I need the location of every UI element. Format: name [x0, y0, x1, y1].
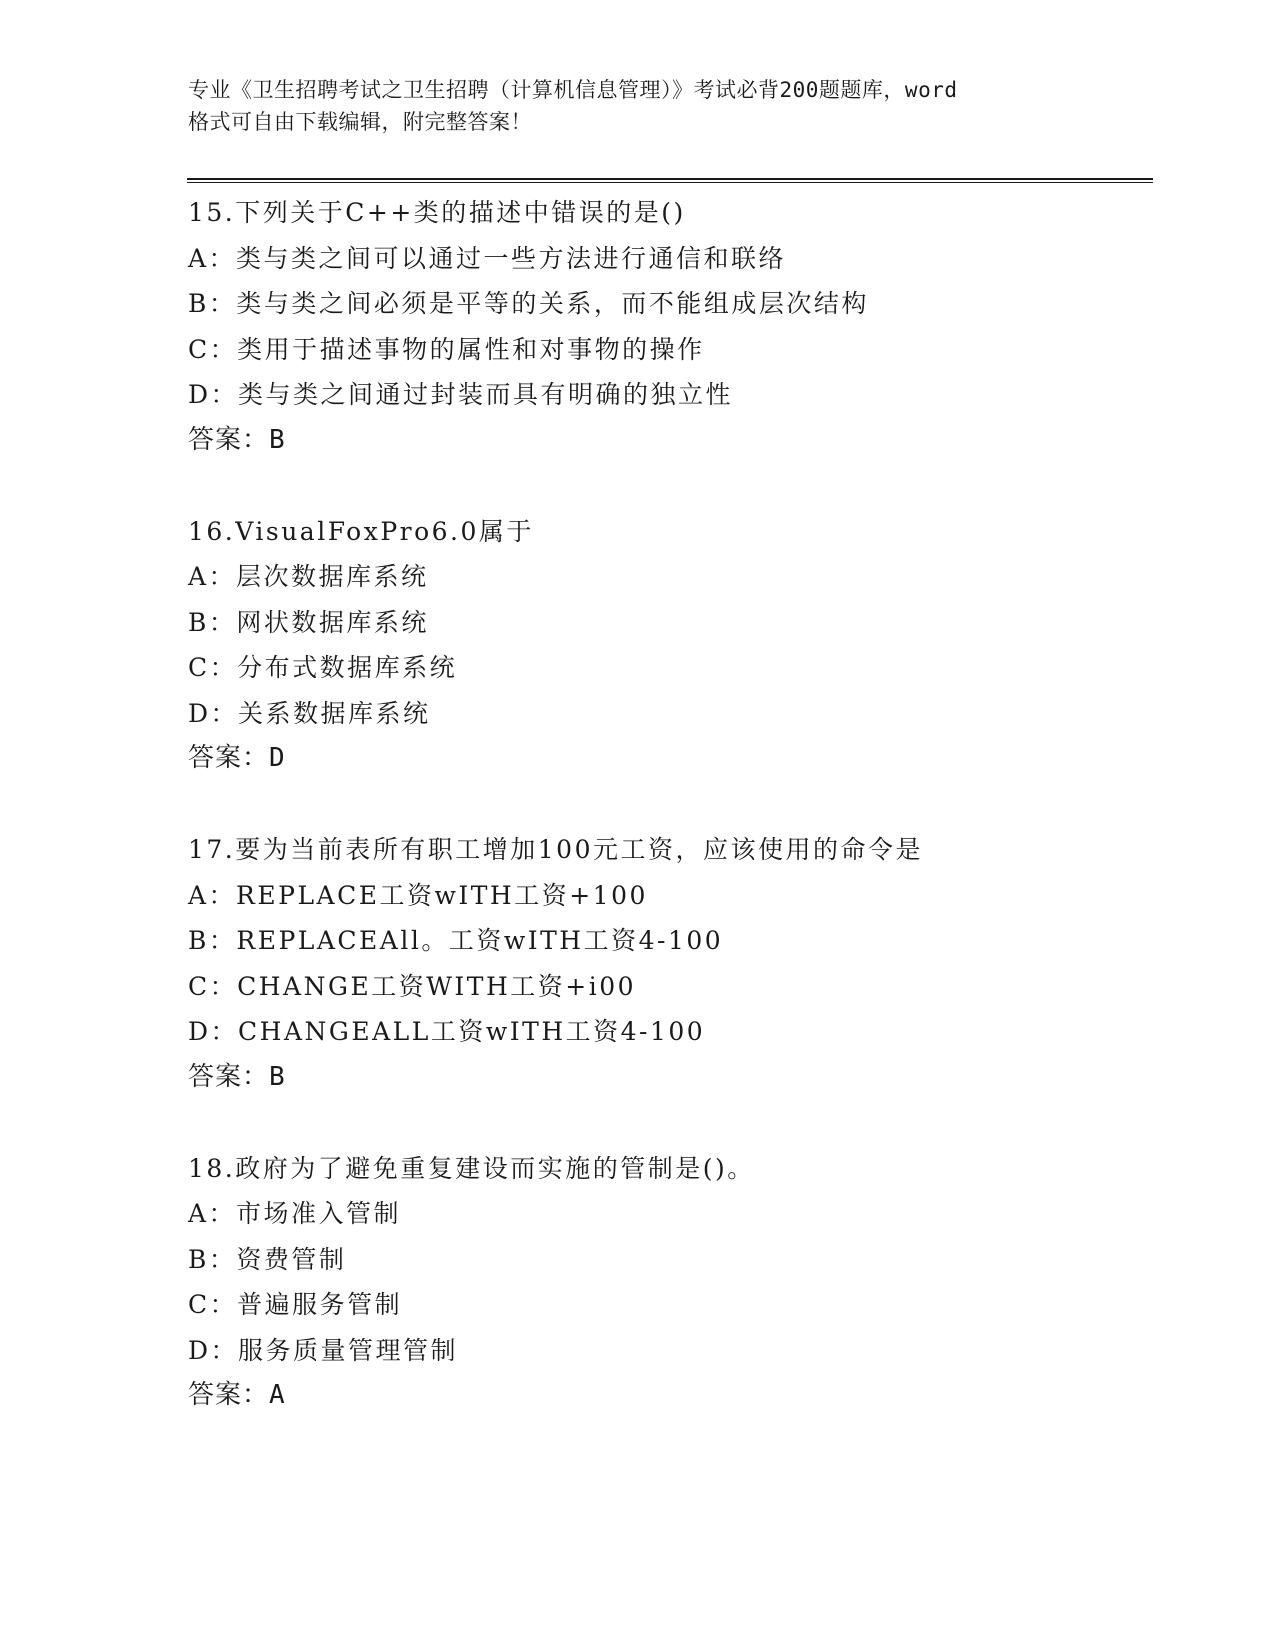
- option-a: A：类与类之间可以通过一些方法进行通信和联络: [188, 243, 787, 273]
- answer-line: [188, 1055, 1148, 1101]
- question-18: [188, 1146, 1148, 1419]
- option-a: A：REPLACE工资wITH工资+100: [188, 880, 648, 910]
- answer-label: 答案：: [188, 743, 270, 773]
- option-d: D：类与类之间通过封装而具有明确的独立性: [188, 380, 734, 409]
- question-stem: 16.VisualFoxPro6.0属于: [188, 516, 534, 546]
- question-17: [188, 827, 1148, 1146]
- option-c: C：CHANGE工资WITH工资+i00: [188, 971, 637, 1001]
- option-b: B：资费管制: [188, 1244, 347, 1274]
- question-15: [188, 190, 1148, 509]
- answer-label: 答案：: [188, 424, 270, 455]
- option-d: D：服务质量管理管制: [188, 1335, 459, 1365]
- option-c: C：类用于描述事物的属性和对事物的操作: [188, 334, 705, 364]
- option-d: D：CHANGEALL工资wITH工资4-100: [188, 1017, 706, 1046]
- document-header: [188, 74, 1088, 138]
- question-stem: 18.政府为了避免重复建设而实施的管制是()。: [188, 1153, 755, 1183]
- answer-line: [188, 418, 1148, 464]
- option-b: B：网状数据库系统: [188, 607, 429, 637]
- answer-value: B: [269, 424, 286, 455]
- question-list: [188, 190, 1148, 1419]
- question-stem: 15.下列关于C++类的描述中错误的是(): [188, 198, 686, 227]
- header-line-2: 格式可自由下载编辑，附完整答案！: [188, 110, 532, 134]
- answer-label: 答案：: [188, 1380, 270, 1410]
- answer-value: D: [269, 743, 286, 773]
- question-16: [188, 509, 1148, 828]
- option-c: C：分布式数据库系统: [188, 653, 458, 682]
- option-d: D：关系数据库系统: [188, 698, 431, 728]
- answer-line: [188, 736, 1148, 782]
- option-b: B：REPLACEAll。工资wITH工资4-100: [188, 926, 724, 955]
- option-a: A：层次数据库系统: [188, 562, 429, 591]
- answer-line: [188, 1373, 1148, 1419]
- answer-label: 答案：: [188, 1061, 270, 1092]
- answer-value: B: [269, 1061, 286, 1092]
- answer-value: A: [269, 1380, 286, 1410]
- option-a: A：市场准入管制: [188, 1199, 402, 1228]
- question-stem: 17.要为当前表所有职工增加100元工资，应该使用的命令是: [188, 835, 923, 864]
- option-c: C：普遍服务管制: [188, 1290, 403, 1319]
- header-line-1: 专业《卫生招聘考试之卫生招聘（计算机信息管理）》考试必背200题题库，word: [188, 78, 958, 102]
- option-b: B：类与类之间必须是平等的关系，而不能组成层次结构: [188, 289, 869, 318]
- header-divider: [187, 178, 1153, 184]
